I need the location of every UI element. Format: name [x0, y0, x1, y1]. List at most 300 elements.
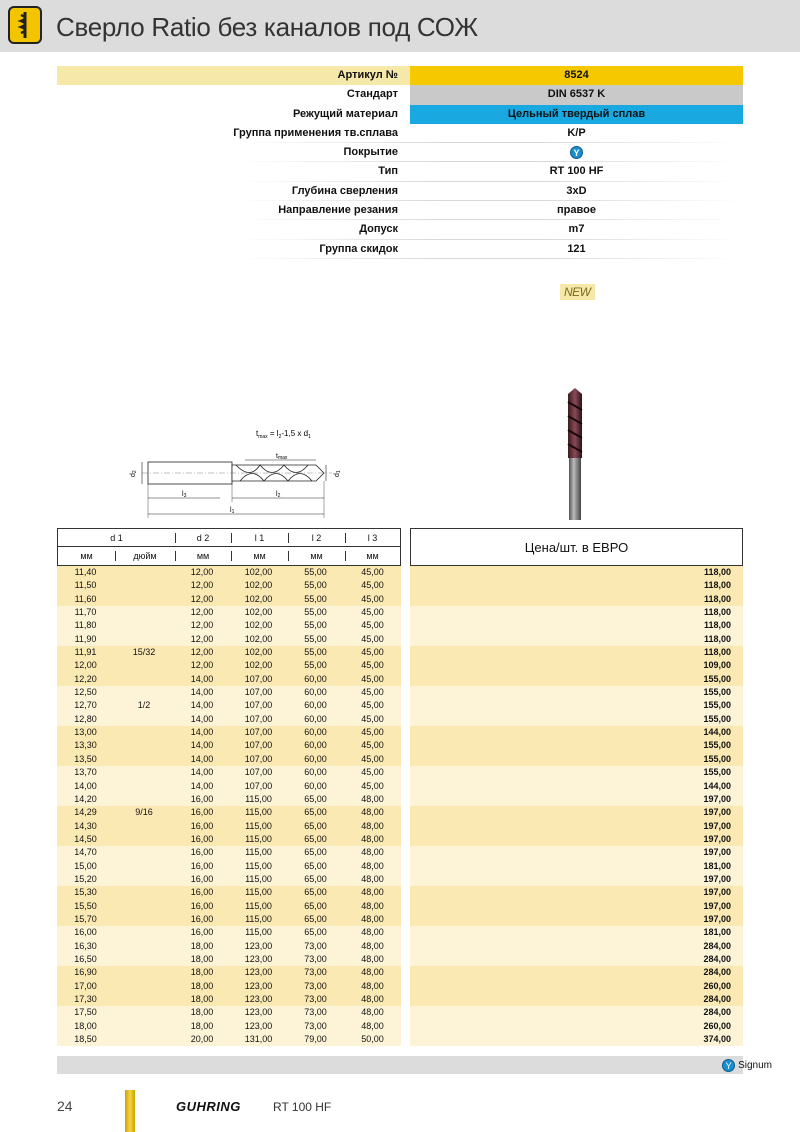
cell-l2: 65,00	[304, 887, 327, 898]
cell-d2: 12,00	[190, 660, 214, 671]
table-row	[57, 726, 743, 739]
table-row	[57, 753, 743, 766]
cell-l1: 123,00	[244, 1007, 273, 1018]
cell-price: 284,00	[410, 940, 743, 953]
cell-d1: 11,50	[74, 580, 97, 591]
cell-d1: 15,50	[74, 900, 97, 911]
table-row	[57, 579, 743, 592]
cell-l2: 55,00	[304, 580, 327, 591]
cell-l3: 48,00	[361, 833, 384, 844]
cell-l2: 55,00	[304, 633, 327, 644]
table-row	[57, 593, 743, 606]
cell-l1: 102,00	[244, 633, 273, 644]
cell-inch	[114, 606, 174, 619]
cell-d1: 13,50	[74, 753, 97, 764]
cell-l1: 102,00	[244, 567, 273, 577]
cell-inch	[114, 593, 174, 606]
unit-label: мм	[80, 551, 93, 561]
cell-price: 197,00	[410, 793, 743, 806]
cell-l3: 45,00	[361, 660, 384, 671]
col-d2-header: d 2	[175, 529, 231, 546]
cell-price: 181,00	[410, 926, 743, 939]
cell-price: 197,00	[410, 886, 743, 899]
table-row	[57, 646, 743, 659]
col-l3-header: l 3	[345, 529, 400, 546]
cell-d2: 14,00	[190, 753, 214, 764]
cell-inch	[114, 900, 174, 913]
cell-l1: 107,00	[244, 780, 273, 791]
cell-l3: 45,00	[361, 780, 384, 791]
table-row	[57, 1033, 743, 1046]
cell-l2: 65,00	[304, 913, 327, 924]
cell-l2: 60,00	[304, 673, 327, 684]
cell-price: 284,00	[410, 1006, 743, 1019]
cell-price: 197,00	[410, 873, 743, 886]
cell-inch	[114, 780, 174, 793]
cell-inch	[114, 566, 174, 579]
cell-d1: 11,91	[74, 647, 97, 658]
cell-l1: 115,00	[245, 887, 272, 898]
l1-label: l1	[230, 507, 235, 515]
cell-l2: 60,00	[304, 740, 327, 751]
table-row	[57, 833, 743, 846]
cell-l2: 73,00	[304, 994, 327, 1004]
cell-price: 374,00	[410, 1033, 743, 1046]
d2-label: d2	[130, 470, 138, 477]
cell-price: 181,00	[410, 860, 743, 873]
cell-l1: 123,00	[244, 1020, 273, 1031]
cell-l2: 60,00	[304, 753, 327, 764]
cell-l3: 45,00	[361, 700, 384, 711]
cell-d1: 16,90	[74, 967, 97, 978]
cell-l2: 60,00	[304, 687, 327, 698]
cell-l3: 48,00	[361, 847, 384, 858]
cell-inch	[114, 633, 174, 646]
cell-l3: 50,00	[361, 1034, 384, 1045]
cell-l3: 48,00	[361, 913, 384, 924]
cell-l1: 115,00	[245, 807, 272, 818]
cell-d1: 13,00	[74, 727, 97, 738]
cell-l3: 48,00	[361, 953, 384, 964]
cell-d1: 14,30	[74, 820, 97, 831]
cell-l2: 65,00	[304, 900, 327, 911]
cell-d1: 17,30	[74, 994, 97, 1004]
cell-l3: 45,00	[361, 567, 384, 577]
cell-d1: 18,50	[74, 1034, 97, 1045]
d1-label: d1	[334, 470, 342, 477]
cell-inch	[114, 686, 174, 699]
cell-l1: 107,00	[244, 767, 273, 778]
cell-inch	[114, 673, 174, 686]
cell-l1: 123,00	[244, 980, 273, 991]
cell-d1: 14,00	[74, 780, 97, 791]
cell-d1: 13,30	[74, 740, 97, 751]
unit-label: мм	[345, 547, 400, 565]
drill-photo	[560, 388, 590, 523]
cell-l3: 48,00	[361, 873, 384, 884]
cell-inch	[114, 619, 174, 632]
cell-d2: 14,00	[190, 713, 214, 724]
cell-d2: 16,00	[190, 833, 214, 844]
cell-d2: 14,00	[190, 740, 214, 751]
cell-l1: 123,00	[244, 994, 273, 1004]
cell-l3: 45,00	[361, 647, 384, 658]
cell-l2: 73,00	[304, 980, 327, 991]
cell-price: 197,00	[410, 806, 743, 819]
cell-d2: 14,00	[190, 687, 214, 698]
cell-d2: 16,00	[190, 793, 214, 804]
cell-price: 155,00	[410, 739, 743, 752]
cell-d2: 16,00	[190, 900, 214, 911]
table-row	[57, 566, 743, 579]
table-row	[57, 606, 743, 619]
cell-l2: 65,00	[304, 860, 327, 871]
cell-price: 197,00	[410, 846, 743, 859]
unit-label: мм	[288, 547, 345, 565]
cell-d1: 15,70	[74, 913, 97, 924]
tmax-formula: $t_{max} = l_2-1,5$ x $d_1$	[256, 429, 311, 440]
cell-l1: 102,00	[244, 593, 273, 604]
cell-inch	[114, 1020, 174, 1033]
cell-d2: 14,00	[190, 727, 214, 738]
cell-d2: 18,00	[190, 940, 214, 951]
spec-label: Группа скидок	[57, 240, 410, 259]
page-title: Сверло Ratio без каналов под СОЖ	[56, 12, 478, 42]
spec-row-type	[57, 162, 743, 181]
cell-d2: 18,00	[190, 994, 214, 1004]
cell-price: 118,00	[410, 579, 743, 592]
spec-label: Глубина сверления	[57, 182, 410, 201]
cell-l1: 123,00	[244, 953, 273, 964]
cell-d1: 16,30	[74, 940, 97, 951]
cell-l1: 115,00	[245, 873, 272, 884]
table-row	[57, 619, 743, 632]
cell-d2: 14,00	[190, 780, 214, 791]
cell-inch: 9/16	[135, 807, 153, 818]
spec-row-depth	[57, 182, 743, 201]
cell-d1: 11,80	[74, 620, 97, 631]
table-row	[57, 766, 743, 779]
table-row	[57, 806, 743, 819]
table-row	[57, 860, 743, 873]
page-header	[0, 0, 800, 52]
spec-label: Стандарт	[346, 88, 398, 101]
cell-inch	[114, 873, 174, 886]
cell-d1: 11,70	[74, 607, 97, 618]
cell-d1: 11,40	[74, 567, 97, 577]
cell-l2: 65,00	[304, 820, 327, 831]
cell-d2: 12,00	[190, 647, 214, 658]
cell-d2: 12,00	[190, 580, 214, 591]
cell-l2: 55,00	[304, 607, 327, 618]
cell-l2: 55,00	[304, 567, 327, 577]
table-row	[57, 1006, 743, 1019]
signum-label: Signum	[738, 1060, 772, 1071]
gold-strip	[125, 1090, 135, 1132]
cell-l2: 60,00	[304, 780, 327, 791]
cell-price: 118,00	[410, 593, 743, 606]
cell-d2: 14,00	[190, 700, 214, 711]
cell-d2: 14,00	[190, 767, 214, 778]
signum-coating-icon: Y	[722, 1059, 735, 1072]
cell-price: 109,00	[410, 659, 743, 672]
drill-technical-drawing	[110, 420, 350, 520]
cell-d2: 16,00	[190, 927, 214, 938]
table-row	[57, 1020, 743, 1033]
table-row	[57, 980, 743, 993]
cell-l3: 45,00	[361, 713, 384, 724]
cell-l2: 73,00	[304, 967, 327, 978]
l3-label: l3	[182, 491, 187, 499]
cell-l1: 115,00	[245, 847, 272, 858]
table-row	[57, 673, 743, 686]
spec-row-direction	[57, 201, 743, 220]
cell-l2: 73,00	[304, 940, 327, 951]
cell-d1: 16,00	[74, 927, 97, 938]
cell-l3: 48,00	[361, 793, 384, 804]
cell-d2: 12,00	[190, 607, 214, 618]
cell-price: 118,00	[410, 619, 743, 632]
cell-l1: 102,00	[244, 660, 273, 671]
cell-l3: 45,00	[361, 727, 384, 738]
cell-d2: 18,00	[190, 953, 214, 964]
table-row	[57, 913, 743, 926]
cell-l2: 79,00	[304, 1034, 327, 1045]
cell-l2: 60,00	[304, 700, 327, 711]
cell-d1: 18,00	[74, 1020, 97, 1031]
cell-l1: 115,00	[245, 900, 272, 911]
cell-l2: 65,00	[304, 873, 327, 884]
cell-l2: 55,00	[304, 620, 327, 631]
cell-d2: 18,00	[190, 1007, 214, 1018]
cell-price: 118,00	[410, 646, 743, 659]
spec-label: Артикул №	[57, 66, 410, 85]
cell-l2: 65,00	[304, 927, 327, 938]
dimension-table-header	[57, 528, 401, 566]
cell-inch	[114, 766, 174, 779]
spec-value	[410, 143, 743, 162]
spec-row-article	[57, 66, 743, 85]
cell-d1: 15,30	[74, 887, 97, 898]
cell-l1: 107,00	[244, 753, 273, 764]
cell-inch	[114, 793, 174, 806]
cell-l2: 65,00	[304, 793, 327, 804]
cell-d1: 17,50	[74, 1007, 97, 1018]
cell-l2: 55,00	[304, 660, 327, 671]
tmax-label: tmax	[276, 453, 288, 461]
cell-price: 260,00	[410, 980, 743, 993]
cell-price: 155,00	[410, 673, 743, 686]
cell-l3: 48,00	[361, 860, 384, 871]
cell-l3: 45,00	[361, 633, 384, 644]
table-row	[57, 966, 743, 979]
cell-l3: 48,00	[361, 994, 384, 1004]
table-row	[57, 886, 743, 899]
cell-l3: 48,00	[361, 900, 384, 911]
spec-label: Покрытие	[57, 143, 410, 162]
cell-l3: 48,00	[361, 1007, 384, 1018]
unit-label: дюйм	[115, 547, 175, 565]
cell-inch	[114, 659, 174, 672]
cell-d2: 18,00	[190, 980, 214, 991]
cell-inch	[114, 926, 174, 939]
cell-l2: 73,00	[304, 1007, 327, 1018]
cell-inch	[114, 953, 174, 966]
cell-inch	[114, 820, 174, 833]
cell-d2: 16,00	[190, 860, 214, 871]
cell-inch	[114, 713, 174, 726]
cell-d1: 14,70	[74, 847, 97, 858]
cell-d1: 15,20	[74, 873, 97, 884]
spec-label: Группа применения тв.сплава	[57, 124, 410, 143]
cell-price: 197,00	[410, 833, 743, 846]
cell-price: 284,00	[410, 993, 743, 1006]
spec-row-material	[57, 105, 743, 124]
cell-d1: 12,20	[74, 673, 97, 684]
cell-d1: 16,50	[74, 953, 97, 964]
spec-value: 121	[567, 242, 586, 255]
table-row	[57, 846, 743, 859]
cell-price: 155,00	[410, 766, 743, 779]
table-row	[57, 926, 743, 939]
cell-price: 118,00	[410, 633, 743, 646]
cell-l1: 115,00	[245, 833, 272, 844]
spec-value: 8524	[410, 66, 743, 85]
cell-l3: 48,00	[361, 980, 384, 991]
cell-d1: 12,70	[74, 700, 97, 711]
new-badge: NEW	[560, 284, 595, 300]
cell-d1: 11,60	[74, 593, 97, 604]
cell-l3: 48,00	[361, 820, 384, 831]
cell-inch	[114, 846, 174, 859]
cell-d1: 17,00	[74, 980, 97, 991]
cell-d1: 11,90	[74, 633, 97, 644]
cell-inch: 15/32	[132, 647, 156, 658]
cell-inch	[114, 1006, 174, 1019]
spec-value: правое	[557, 204, 596, 217]
cell-price: 144,00	[410, 780, 743, 793]
cell-l1: 107,00	[244, 687, 273, 698]
cell-inch	[114, 739, 174, 752]
table-row	[57, 780, 743, 793]
cell-l1: 115,00	[245, 860, 272, 871]
cell-inch	[114, 860, 174, 873]
cell-l2: 65,00	[304, 833, 327, 844]
cell-d2: 18,00	[190, 967, 214, 978]
spec-value: DIN 6537 K	[410, 85, 743, 104]
cell-l1: 107,00	[244, 673, 273, 684]
cell-d2: 12,00	[190, 633, 214, 644]
unit-label: мм	[175, 547, 231, 565]
cell-l1: 102,00	[244, 607, 273, 618]
cell-d2: 18,00	[190, 1020, 214, 1031]
cell-d2: 16,00	[190, 820, 214, 831]
cell-inch	[114, 753, 174, 766]
footer-bar	[57, 1056, 743, 1074]
cell-d2: 16,00	[190, 873, 214, 884]
cell-inch	[114, 993, 174, 1006]
brand-logo: GUHRING	[176, 1099, 241, 1114]
cell-inch	[114, 579, 174, 592]
cell-d1: 12,50	[74, 687, 97, 698]
spec-label: Направление резания	[57, 201, 410, 220]
cell-l3: 45,00	[361, 580, 384, 591]
cell-l1: 102,00	[244, 620, 273, 631]
cell-l3: 45,00	[361, 620, 384, 631]
table-row	[57, 686, 743, 699]
page-number: 24	[57, 1098, 73, 1114]
table-row	[57, 699, 743, 712]
cell-l2: 60,00	[304, 727, 327, 738]
cell-inch	[114, 1033, 174, 1046]
cell-d2: 12,00	[190, 593, 214, 604]
spec-label: Режущий материал	[292, 107, 398, 120]
cell-d1: 14,20	[74, 793, 97, 804]
table-row	[57, 659, 743, 672]
table-row	[57, 940, 743, 953]
cell-d1: 12,00	[74, 660, 97, 671]
cell-l1: 107,00	[244, 713, 273, 724]
spec-value: Цельный твердый сплав	[410, 105, 743, 124]
col-l2-header: l 2	[288, 529, 345, 546]
cell-inch	[114, 886, 174, 899]
col-l1-header: l 1	[231, 529, 288, 546]
price-column-header: Цена/шт. в ЕВРО	[410, 528, 743, 566]
cell-inch	[114, 980, 174, 993]
unit-label: мм	[231, 547, 288, 565]
cell-d2: 12,00	[190, 567, 214, 577]
table-row	[57, 993, 743, 1006]
table-row	[57, 900, 743, 913]
cell-l2: 73,00	[304, 1020, 327, 1031]
cell-l3: 45,00	[361, 740, 384, 751]
cell-d2: 14,00	[190, 673, 214, 684]
cell-inch	[114, 833, 174, 846]
spec-value: RT 100 HF	[549, 165, 604, 178]
cell-l1: 115,00	[245, 927, 272, 938]
table-row	[57, 953, 743, 966]
cell-l3: 48,00	[361, 967, 384, 978]
spec-value: 3xD	[566, 184, 587, 197]
cell-l2: 65,00	[304, 847, 327, 858]
cell-d2: 12,00	[190, 620, 214, 631]
table-row	[57, 739, 743, 752]
cell-l1: 115,00	[245, 913, 272, 924]
cell-l1: 115,00	[245, 820, 272, 831]
cell-l2: 60,00	[304, 713, 327, 724]
cell-l3: 48,00	[361, 807, 384, 818]
cell-l2: 60,00	[304, 767, 327, 778]
cell-d1: 12,80	[74, 713, 97, 724]
table-row	[57, 633, 743, 646]
cell-price: 260,00	[410, 1020, 743, 1033]
cell-price: 155,00	[410, 699, 743, 712]
cell-inch	[114, 913, 174, 926]
signum-legend	[722, 1059, 772, 1072]
l2-label: l2	[276, 491, 281, 499]
cell-price: 144,00	[410, 726, 743, 739]
cell-l1: 115,00	[245, 793, 272, 804]
cell-price: 155,00	[410, 713, 743, 726]
table-row	[57, 873, 743, 886]
cell-d2: 16,00	[190, 847, 214, 858]
cell-d2: 16,00	[190, 887, 214, 898]
cell-l1: 107,00	[244, 740, 273, 751]
cell-d2: 16,00	[190, 913, 214, 924]
cell-price: 118,00	[410, 606, 743, 619]
coating-y-icon: Y	[570, 146, 583, 159]
spec-label: Допуск	[57, 220, 410, 239]
